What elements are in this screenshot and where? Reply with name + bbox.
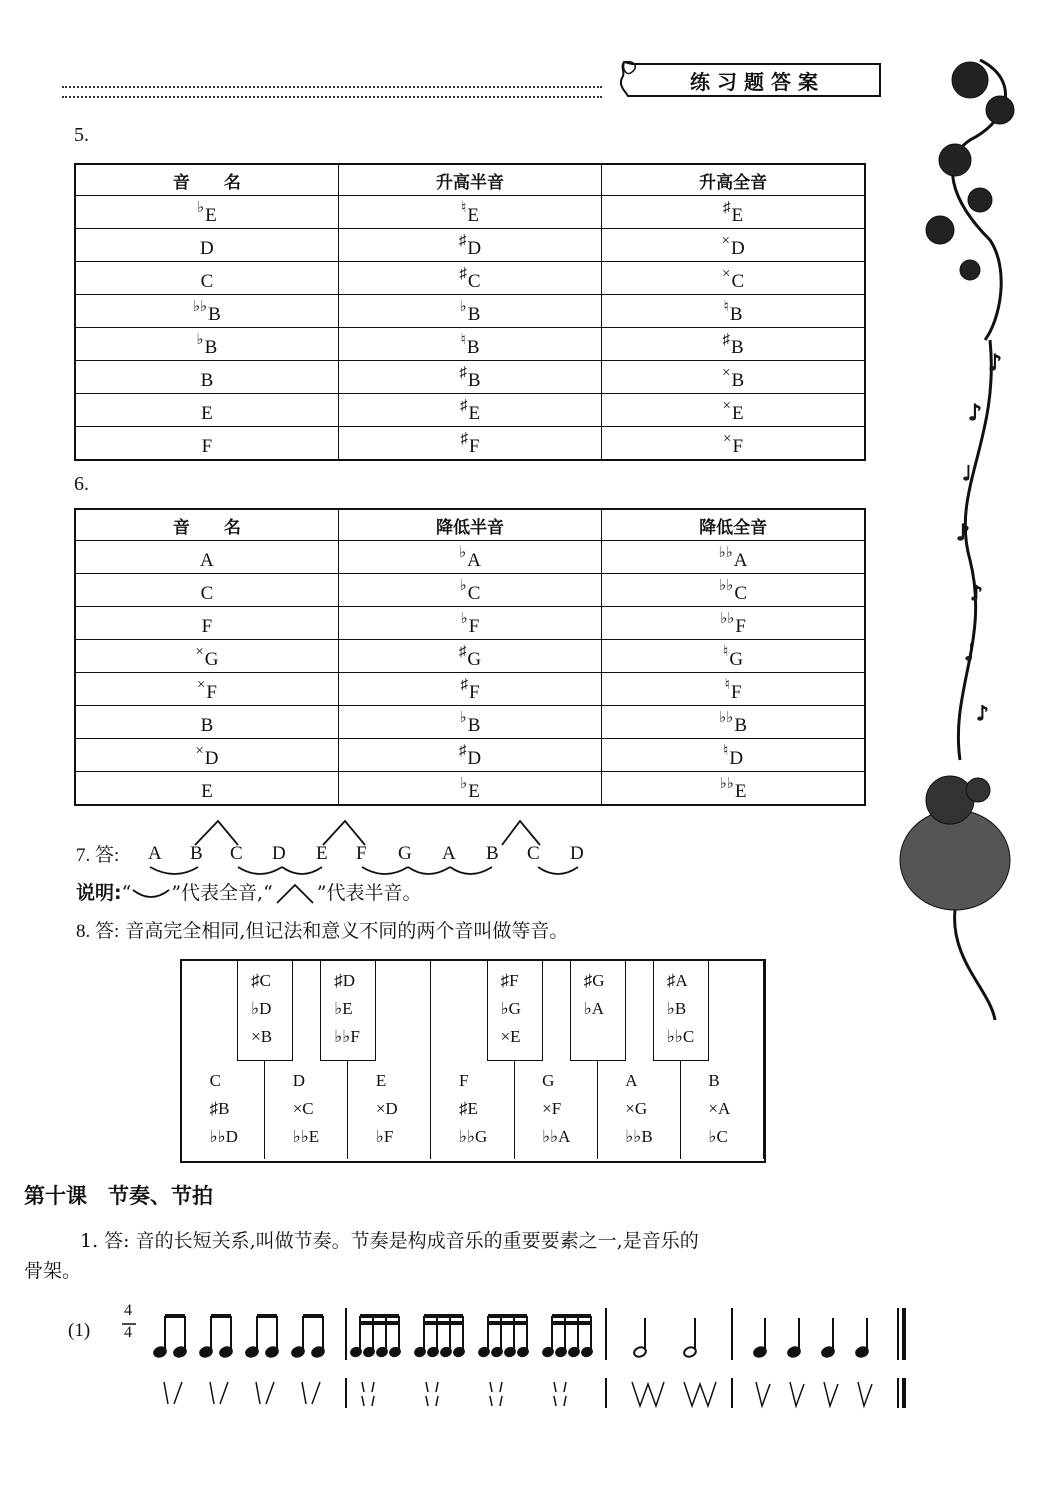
scale-note: G (398, 843, 412, 864)
note-name: E (732, 403, 744, 424)
note-cell (602, 541, 865, 574)
white-key-label: ×A (708, 1099, 731, 1118)
note-cell (75, 640, 338, 673)
note-name: E (201, 781, 213, 802)
q6-label: 6. (74, 473, 89, 495)
accidental: ♭ (459, 710, 467, 726)
white-key-label: ♭F (375, 1127, 394, 1146)
scale-note: D (272, 843, 286, 864)
note-name: D (204, 748, 219, 769)
q8-text: 音高完全相同,但记法和意义不同的两个音叫做等音。 (125, 920, 569, 942)
accidental: ♮ (724, 677, 730, 693)
black-key-label: ×E (500, 1027, 521, 1046)
accidental: ♯ (458, 743, 467, 759)
white-key-label: ♭♭B (625, 1127, 653, 1146)
note-name: C (200, 271, 214, 292)
note-name: F (206, 682, 217, 703)
white-key-label: ×F (542, 1099, 562, 1118)
note-name: B (729, 304, 743, 325)
table-row (75, 328, 865, 361)
black-key-label: ♭♭C (666, 1027, 695, 1046)
accidental: ♭ (459, 299, 467, 315)
black-key-label: ♯F (500, 971, 519, 990)
note-cell (338, 295, 601, 328)
accidental: ♮ (460, 332, 466, 348)
svg-text:♪: ♪ (956, 521, 971, 546)
note-cell (75, 229, 338, 262)
black-key-label: ×B (251, 1027, 273, 1046)
accidental: × (723, 431, 732, 447)
svg-text:♪: ♪ (988, 351, 1003, 376)
scale-note: E (316, 843, 328, 864)
note-cell (338, 706, 601, 739)
scale-note: D (570, 843, 584, 864)
svg-text:♩: ♩ (964, 641, 975, 666)
column-header: 音 名 (75, 509, 338, 541)
accidental: ♭♭ (719, 578, 734, 594)
note-name: F (468, 682, 480, 703)
note-cell (75, 328, 338, 361)
lesson-q1-line2: 骨架。 (24, 1260, 82, 1282)
accidental: × (196, 677, 206, 693)
table-row (75, 772, 865, 806)
rhythm-example (60, 1300, 930, 1430)
note-cell (602, 607, 865, 640)
half-tone-symbol (273, 883, 317, 905)
accidental: ♮ (461, 200, 467, 216)
table-row (75, 574, 865, 607)
accidental: ♭ (460, 776, 468, 792)
accidental: × (195, 743, 204, 759)
scale-note: B (486, 843, 499, 864)
accidental: × (722, 266, 731, 282)
note-name: B (200, 370, 214, 391)
black-key-label: ♭♭F (334, 1027, 360, 1046)
note-cell (338, 673, 601, 706)
note-cell (75, 772, 338, 806)
q7-label: 7. 答: (76, 845, 120, 866)
note-name: C (467, 271, 481, 292)
note-name: F (468, 436, 480, 457)
accidental: ♭ (197, 200, 205, 216)
white-key-label: ♭♭D (209, 1127, 238, 1146)
table-row (75, 706, 865, 739)
note-cell (75, 361, 338, 394)
note-name: B (730, 337, 744, 358)
svg-text:♪: ♪ (968, 401, 983, 426)
table-row (75, 673, 865, 706)
note-cell (75, 394, 338, 427)
svg-text:♪: ♪ (976, 701, 989, 725)
q8-answer (76, 916, 568, 943)
note-name: B (734, 715, 747, 736)
white-key-label: B (708, 1071, 720, 1090)
accidental: ♭♭ (720, 611, 735, 627)
accidental: ♮ (723, 743, 729, 759)
note-name: F (468, 616, 480, 637)
note-name: E (205, 205, 217, 226)
time-signature-top: 4 (124, 1302, 132, 1319)
note-cell (602, 739, 865, 772)
note-cell (338, 607, 601, 640)
table-row (75, 607, 865, 640)
svg-text:♪: ♪ (970, 581, 983, 605)
table-row (75, 640, 865, 673)
scale-note: B (190, 843, 203, 864)
note-cell (338, 361, 601, 394)
accidental: ♭ (459, 578, 467, 594)
q7-explanation (76, 878, 422, 905)
note-name: E (468, 781, 480, 802)
note-cell (602, 229, 865, 262)
table-row (75, 427, 865, 461)
svg-text:♩: ♩ (962, 461, 972, 485)
black-key-label: ♯A (666, 971, 688, 990)
white-key-label: ♯E (459, 1099, 478, 1118)
note-name: A (200, 550, 214, 571)
accidental: ♯ (723, 200, 731, 216)
note-cell (75, 574, 338, 607)
scale-note: F (356, 843, 367, 864)
note-cell (75, 262, 338, 295)
accidental: ♭♭ (719, 710, 734, 726)
black-key-label: ♭D (251, 999, 272, 1018)
white-key-label: D (292, 1071, 305, 1090)
note-cell (75, 673, 338, 706)
black-key-label: ♭E (334, 999, 353, 1018)
scale-note: A (148, 843, 162, 864)
note-cell (338, 328, 601, 361)
note-name: F (201, 436, 213, 457)
accidental: ♯ (459, 365, 467, 381)
note-name: D (729, 748, 744, 769)
white-key-label: ×G (625, 1099, 648, 1118)
note-name: F (732, 436, 744, 457)
q6-table (74, 508, 866, 806)
note-cell (338, 196, 601, 229)
table-row (75, 361, 865, 394)
lesson-q1-line1: 1. 答: 音的长短关系,叫做节奏。节奏是构成音乐的重要要素之一,是音乐的 (80, 1230, 699, 1252)
time-signature-bottom: 4 (124, 1324, 132, 1341)
note-name: D (467, 238, 482, 259)
q5-table (74, 163, 866, 461)
table-row (75, 229, 865, 262)
white-key-label: ♯B (209, 1099, 230, 1118)
note-cell (602, 673, 865, 706)
black-key-label: ♯D (334, 971, 356, 990)
black-key-label: ♭G (500, 999, 521, 1018)
white-key-label: A (625, 1071, 638, 1090)
accidental: ♯ (460, 431, 468, 447)
table-row (75, 739, 865, 772)
note-cell (75, 196, 338, 229)
explanation-label: 说明: (76, 882, 122, 904)
column-header: 升高全音 (602, 164, 865, 196)
note-cell (602, 361, 865, 394)
white-key-label: ♭♭G (459, 1127, 488, 1146)
example-label: (1) (68, 1320, 91, 1341)
note-name: D (200, 238, 214, 259)
note-name: C (467, 583, 481, 604)
note-cell (602, 640, 865, 673)
note-cell (602, 574, 865, 607)
accidental: ♭ (460, 611, 468, 627)
note-cell (602, 427, 865, 461)
note-name: E (467, 205, 479, 226)
whole-tone-symbol (131, 886, 171, 902)
accidental: ♯ (459, 266, 467, 282)
rhythm-notation (60, 1300, 930, 1430)
header-dotted-rule (62, 86, 602, 98)
note-name: C (731, 271, 745, 292)
explanation-half-tone: ”代表半音。 (316, 882, 422, 904)
note-cell (602, 328, 865, 361)
white-key-label: C (209, 1071, 221, 1090)
note-cell (75, 607, 338, 640)
column-header: 降低全音 (602, 509, 865, 541)
accidental: ♭♭ (192, 299, 208, 315)
accidental: ♭ (459, 545, 467, 561)
black-key-label: ♭A (583, 999, 604, 1018)
white-key-label: ♭♭A (542, 1127, 571, 1146)
note-cell (75, 706, 338, 739)
white-key-label: ×D (375, 1099, 398, 1118)
q5-label: 5. (74, 124, 89, 146)
note-name: B (208, 304, 221, 325)
note-cell (338, 229, 601, 262)
accidental: ♭♭ (719, 776, 734, 792)
note-name: G (204, 649, 219, 670)
note-name: E (731, 205, 744, 226)
note-name: B (467, 304, 481, 325)
note-cell (602, 772, 865, 806)
white-key-label: ♭C (708, 1127, 728, 1146)
scale-note: C (527, 843, 540, 864)
note-name: B (467, 370, 481, 391)
accidental: ♯ (458, 644, 467, 660)
note-name: E (201, 403, 213, 424)
accidental: ♮ (723, 644, 729, 660)
table-row (75, 262, 865, 295)
accidental: × (195, 644, 204, 660)
table-row (75, 394, 865, 427)
accidental: × (722, 365, 731, 381)
note-cell (75, 541, 338, 574)
note-cell (338, 574, 601, 607)
keyboard-diagram (180, 959, 766, 1163)
note-cell (338, 772, 601, 806)
note-cell (602, 394, 865, 427)
note-name: F (201, 616, 213, 637)
black-key-label: ♯C (251, 971, 271, 990)
note-cell (338, 427, 601, 461)
note-cell (602, 706, 865, 739)
note-name: A (467, 550, 481, 571)
note-name: E (734, 781, 747, 802)
lesson-title: 第十课 节奏、节拍 (24, 1184, 213, 1208)
white-key-label: ×C (292, 1099, 314, 1118)
note-cell (75, 739, 338, 772)
header-title: 练习题答案 (690, 70, 825, 94)
white-key-label: E (375, 1071, 387, 1090)
accidental: ♮ (723, 299, 729, 315)
accidental: ♯ (460, 677, 468, 693)
note-name: D (730, 238, 745, 259)
table-row (75, 295, 865, 328)
note-cell (338, 640, 601, 673)
note-name: A (733, 550, 748, 571)
explanation-quote: “ (121, 882, 132, 904)
note-name: D (467, 748, 482, 769)
column-header: 音 名 (75, 164, 338, 196)
note-name: G (467, 649, 482, 670)
q8-label: 8. 答: (76, 921, 120, 942)
explanation-whole-tone: ”代表全音,“ (171, 882, 273, 904)
accidental: ♭♭ (718, 545, 733, 561)
note-cell (75, 295, 338, 328)
table-row (75, 541, 865, 574)
note-name: B (467, 715, 481, 736)
note-cell (602, 262, 865, 295)
note-name: B (204, 337, 218, 358)
note-cell (338, 262, 601, 295)
note-name: B (731, 370, 745, 391)
accidental: ♯ (459, 398, 468, 414)
white-key-label: ♭♭E (292, 1127, 320, 1146)
note-cell (602, 196, 865, 229)
note-cell (338, 394, 601, 427)
accidental: × (721, 233, 730, 249)
note-name: E (468, 403, 481, 424)
note-cell (602, 295, 865, 328)
black-key-label: ♯G (583, 971, 605, 990)
q7-interval-marks (140, 815, 600, 885)
note-cell (338, 541, 601, 574)
note-name: B (200, 715, 214, 736)
scale-note: C (230, 843, 243, 864)
table-row (75, 196, 865, 229)
white-key-label: G (542, 1071, 555, 1090)
note-name: F (730, 682, 742, 703)
accidental: ♯ (458, 233, 467, 249)
column-header: 降低半音 (338, 509, 601, 541)
floral-vine-decoration (860, 40, 1055, 1040)
accidental: ♭ (196, 332, 204, 348)
accidental: × (722, 398, 731, 414)
note-name: C (734, 583, 747, 604)
note-name: F (735, 616, 746, 637)
note-cell (338, 739, 601, 772)
accidental: ♯ (722, 332, 730, 348)
white-key-label: F (459, 1071, 469, 1090)
black-key-label: ♭B (666, 999, 687, 1018)
note-name: C (200, 583, 214, 604)
note-name: G (729, 649, 744, 670)
note-name: B (466, 337, 480, 358)
scale-note: A (442, 843, 456, 864)
note-cell (75, 427, 338, 461)
column-header: 升高半音 (338, 164, 601, 196)
